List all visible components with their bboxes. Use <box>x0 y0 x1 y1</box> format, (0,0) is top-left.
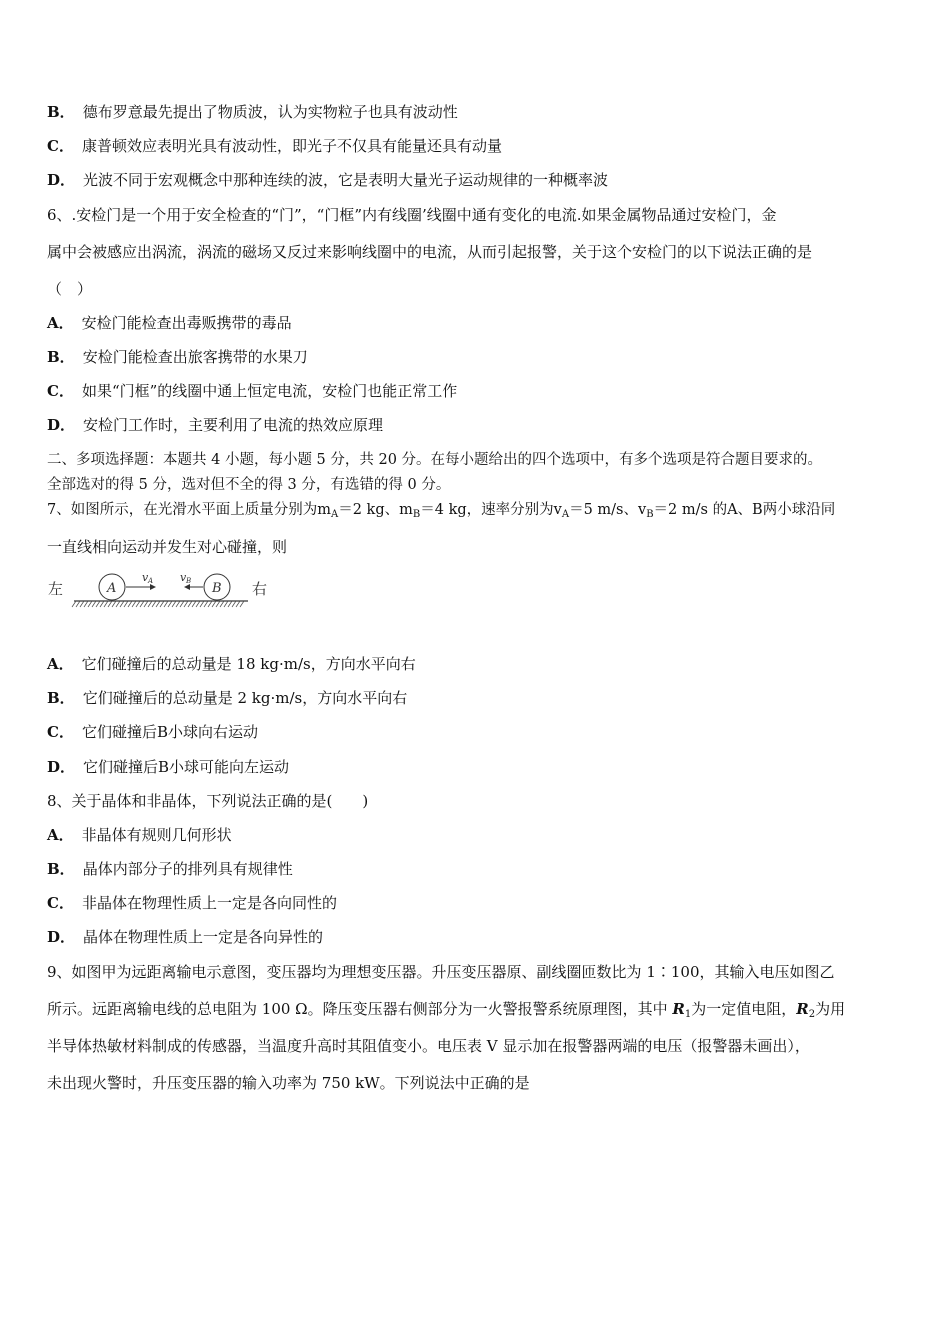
hatch-line <box>180 601 184 607</box>
option-text: 如果“门框”的线圈中通上恒定电流，安检门也能正常工作 <box>81 382 458 400</box>
hatch-line <box>224 601 228 607</box>
collision-diagram <box>44 568 284 620</box>
option-text: 晶体在物理性质上一定是各向异性的 <box>83 928 324 946</box>
hatch-line <box>236 601 240 607</box>
hatch-line <box>104 601 108 607</box>
hatch-line <box>228 601 232 607</box>
q6-option-a <box>47 313 292 333</box>
option-text: 它们碰撞后B小球可能向左运动 <box>83 758 290 776</box>
q9-line4: 未出现火警时，升压变压器的输入功率为 750 kW。下列说法中正确的是 <box>47 1074 530 1092</box>
subscript: A <box>330 509 339 520</box>
subscript: 2 <box>808 1009 816 1020</box>
hatch-line <box>184 601 188 607</box>
q7-option-b <box>47 688 407 708</box>
q7-stem-part: 7、如图所示，在光滑水平面上质量分别为m <box>47 502 331 518</box>
subscript: A <box>561 509 570 520</box>
option-text: 晶体内部分子的排列具有规律性 <box>82 860 293 878</box>
ball-a-label: A <box>107 581 117 596</box>
velocity-a-label: v <box>142 571 149 584</box>
hatch-line <box>188 601 192 607</box>
option-letter: D． <box>47 416 76 434</box>
q9-text-part: 为一定值电阻， <box>691 1000 797 1018</box>
option-letter: B． <box>47 348 75 366</box>
hatch-line <box>144 601 148 607</box>
left-label: 左 <box>48 580 64 598</box>
hatch-line <box>156 601 160 607</box>
q6-stem-line3: （ ） <box>47 280 93 298</box>
hatch-line <box>208 601 212 607</box>
hatch-line <box>140 601 144 607</box>
option-letter: C． <box>47 894 74 912</box>
velocity-a-sub: A <box>148 577 154 585</box>
hatch-line <box>204 601 208 607</box>
q7-option-a <box>47 654 416 674</box>
q7-option-c <box>47 722 258 742</box>
q9-text-part: 所示。远距离输电线的总电阻为 100 Ω。降压变压器右侧部分为一火警报警系统原理图，其中 <box>47 1000 673 1018</box>
q7-stem-part: ＝5 m/s、v <box>569 502 647 518</box>
hatch-line <box>88 601 92 607</box>
option-letter: D． <box>47 171 76 189</box>
hatch-line <box>96 601 100 607</box>
option-text: 非晶体在物理性质上一定是各向同性的 <box>81 894 337 912</box>
hatch-line <box>160 601 164 607</box>
option-text: 它们碰撞后B小球向右运动 <box>81 723 258 741</box>
resistor-r2-symbol: R <box>796 1000 809 1018</box>
hatch-line <box>240 601 244 607</box>
subscript: 1 <box>684 1009 692 1020</box>
q7-stem-part: ＝2 kg、m <box>338 502 413 518</box>
hatch-line <box>136 601 140 607</box>
q8-stem: 8、关于晶体和非晶体，下列说法正确的是( ) <box>47 792 369 810</box>
option-letter: C． <box>47 382 74 400</box>
hatch-line <box>176 601 180 607</box>
hatch-line <box>232 601 236 607</box>
hatch-line <box>132 601 136 607</box>
section2-line1: 二、多项选择题：本题共 4 小题，每小题 5 分，共 20 分。在每小题给出的四个选项中，有多个选项是符合题目要求的。 <box>47 452 823 468</box>
hatch-line <box>216 601 220 607</box>
q5-option-b <box>47 102 458 122</box>
velocity-b-label: v <box>180 571 187 584</box>
q9-text-part: 为用 <box>815 1000 846 1018</box>
hatch-line <box>124 601 128 607</box>
hatch-line <box>192 601 196 607</box>
ball-b-label: B <box>212 581 222 596</box>
q6-option-b <box>47 347 308 367</box>
q7-stem-line2: 一直线相向运动并发生对心碰撞，则 <box>47 538 288 556</box>
option-letter: B． <box>47 860 75 878</box>
ground-hatching <box>72 601 244 607</box>
option-letter: D． <box>47 928 76 946</box>
q8-option-b <box>47 859 293 879</box>
hatch-line <box>120 601 124 607</box>
hatch-line <box>112 601 116 607</box>
hatch-line <box>148 601 152 607</box>
hatch-line <box>76 601 80 607</box>
q8-option-c <box>47 893 337 913</box>
option-text: 光波不同于宏观概念中那种连续的波，它是表明大量光子运动规律的一种概率波 <box>83 171 609 189</box>
option-letter: A． <box>47 826 74 844</box>
hatch-line <box>116 601 120 607</box>
q8-option-a <box>47 825 232 845</box>
option-letter: B． <box>47 689 75 707</box>
q7-stem-line1 <box>47 500 835 525</box>
section2-line2: 全部选对的得 5 分，选对但不全的得 3 分，有选错的得 0 分。 <box>47 477 451 493</box>
hatch-line <box>164 601 168 607</box>
q9-line1: 9、如图甲为远距离输电示意图，变压器均为理想变压器。升压变压器原、副线圈匝数比为 1∶100，其输入电压如图乙 <box>47 963 835 981</box>
option-letter: D． <box>47 758 76 776</box>
option-letter: C． <box>47 723 74 741</box>
hatch-line <box>152 601 156 607</box>
hatch-line <box>196 601 200 607</box>
option-text: 安检门能检查出毒贩携带的毒品 <box>81 314 292 332</box>
hatch-line <box>72 601 76 607</box>
hatch-line <box>220 601 224 607</box>
hatch-line <box>212 601 216 607</box>
velocity-b-sub: B <box>186 577 192 585</box>
option-letter: A． <box>47 314 74 332</box>
hatch-line <box>168 601 172 607</box>
hatch-line <box>172 601 176 607</box>
q7-stem-part: ＝2 m/s 的A、B两小球沿同 <box>653 502 836 518</box>
hatch-line <box>92 601 96 607</box>
q8-option-d <box>47 927 323 947</box>
hatch-line <box>100 601 104 607</box>
hatch-line <box>84 601 88 607</box>
option-letter: C． <box>47 137 74 155</box>
q6-option-d <box>47 415 383 435</box>
q5-option-c <box>47 136 502 156</box>
q7-stem-part: ＝4 kg，速率分别为v <box>420 502 562 518</box>
q6-stem-line1: 6、.安检门是一个用于安全检查的“门”，“门框”内有线圈’线圈中通有变化的电流.如果金属物品通过安检门，金 <box>47 206 777 224</box>
option-text: 安检门工作时，主要利用了电流的热效应原理 <box>83 416 384 434</box>
subscript: B <box>646 509 654 520</box>
hatch-line <box>108 601 112 607</box>
resistor-r1-symbol: R <box>672 1000 685 1018</box>
option-text: 它们碰撞后的总动量是 18 kg·m/s，方向水平向右 <box>81 655 416 673</box>
q6-stem-line2: 属中会被感应出涡流，涡流的磁场又反过来影响线圈中的电流，从而引起报警，关于这个安检门的以下说法正确的是 <box>47 243 813 261</box>
hatch-line <box>128 601 132 607</box>
hatch-line <box>200 601 204 607</box>
q6-option-c <box>47 381 457 401</box>
option-letter: A． <box>47 655 74 673</box>
option-text: 德布罗意最先提出了物质波，认为实物粒子也具有波动性 <box>82 103 458 121</box>
option-letter: B． <box>47 103 75 121</box>
right-label: 右 <box>252 580 268 598</box>
option-text: 安检门能检查出旅客携带的水果刀 <box>82 348 308 366</box>
option-text: 它们碰撞后的总动量是 2 kg·m/s，方向水平向右 <box>82 689 408 707</box>
hatch-line <box>80 601 84 607</box>
subscript: B <box>412 509 421 520</box>
q9-line3: 半导体热敏材料制成的传感器，当温度升高时其阻值变小。电压表 V 显示加在报警器两端的电压（报警器未画出）， <box>47 1037 810 1055</box>
q9-line2 <box>47 999 845 1025</box>
option-text: 康普顿效应表明光具有波动性，即光子不仅具有能量还具有动量 <box>81 137 502 155</box>
q7-option-d <box>47 757 289 777</box>
option-text: 非晶体有规则几何形状 <box>81 826 232 844</box>
q5-option-d <box>47 170 608 190</box>
